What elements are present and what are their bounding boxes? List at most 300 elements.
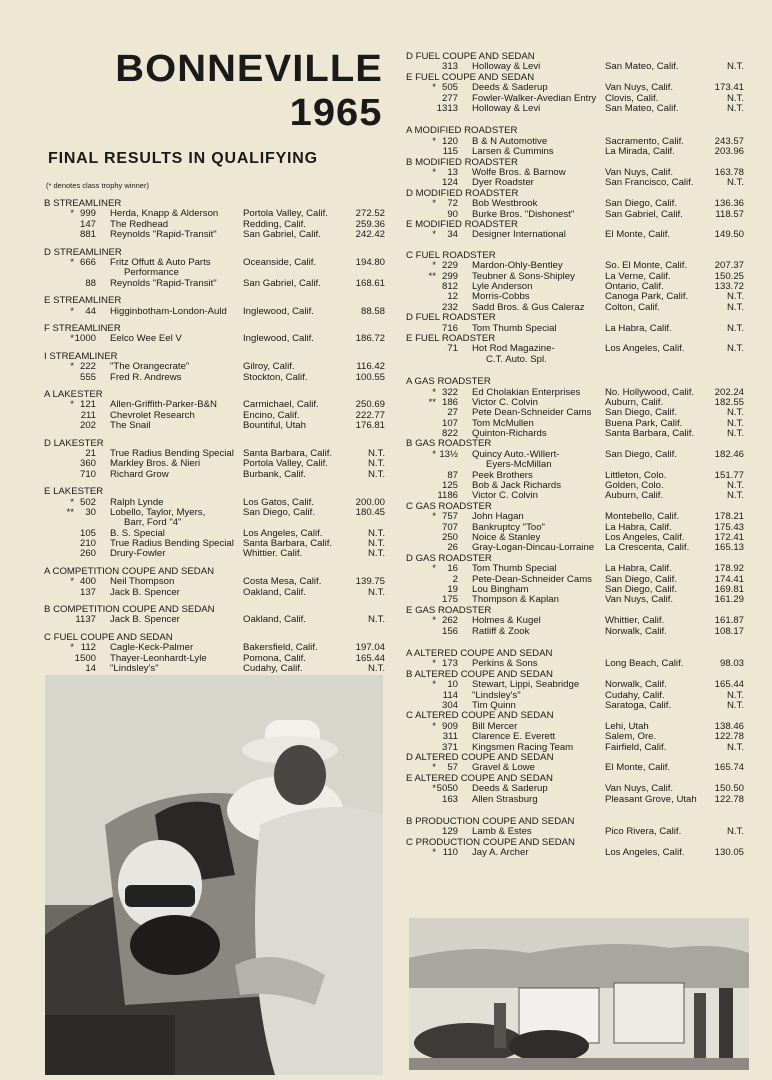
hometown: Van Nuys, Calif. [605, 82, 674, 94]
car-number: 371 [441, 741, 458, 753]
hometown: Saratoga, Calif. [605, 699, 672, 711]
hometown: Portola Valley, Calif. [243, 458, 328, 470]
speed-mph: N.T. [726, 417, 744, 429]
class-title: A ALTERED COUPE AND SEDAN [406, 647, 553, 659]
speed-mph: N.T. [367, 538, 385, 550]
speed-mph: N.T. [726, 291, 744, 303]
speed-mph: 138.46 [714, 720, 744, 732]
car-number: 114 [442, 689, 458, 701]
trophy-mark: * [432, 448, 436, 460]
class-title: D MODIFIED ROADSTER [406, 187, 519, 199]
class-title: E GAS ROADSTER [406, 604, 492, 616]
hometown: Lehi, Utah [605, 720, 649, 732]
results-section [406, 251, 748, 313]
speed-mph: 182.55 [714, 396, 744, 408]
trophy-mark: * [432, 783, 436, 795]
entrant-name: Victor C. Colvin [472, 490, 538, 502]
entrant-name: Reynolds "Rapid-Transit" [110, 277, 217, 289]
hometown: Van Nuys, Calif. [605, 783, 674, 795]
car-number: 30 [85, 506, 96, 518]
entrant-name: Fowler-Walker-Avedian Entry [472, 92, 597, 104]
car-number: 1186 [437, 490, 458, 502]
speed-mph: 168.61 [355, 277, 385, 289]
class-title: C FUEL COUPE AND SEDAN [44, 631, 173, 643]
hometown: Santa Barbara, Calif. [243, 538, 333, 550]
results-section [44, 390, 389, 432]
speed-mph: 243.57 [714, 135, 744, 147]
page-subtitle: FINAL RESULTS IN QUALIFYING [48, 150, 318, 167]
car-number: 147 [79, 218, 96, 230]
entrant-name: Drury-Fowler [110, 548, 166, 560]
car-number: 262 [441, 615, 458, 627]
entrant-name: Dyer Roadster [472, 177, 534, 189]
class-title: E STREAMLINER [44, 295, 122, 307]
entrant-name: Tom Thumb Special [472, 322, 557, 334]
car-number: 710 [79, 468, 96, 480]
class-title: B MODIFIED ROADSTER [406, 156, 518, 168]
entrant-name: True Radius Bending Special [110, 538, 234, 550]
results-section [406, 817, 748, 838]
car-number: 1137 [75, 614, 96, 626]
car-number: 13 [447, 166, 458, 178]
speed-mph: 178.92 [714, 563, 744, 575]
results-section [44, 439, 389, 481]
hometown: Los Angeles, Calif. [605, 847, 685, 859]
trophy-mark: * [432, 260, 436, 272]
result-row [406, 732, 748, 742]
speed-mph: N.T. [726, 428, 744, 440]
trophy-mark: * [432, 229, 436, 241]
hometown: San Diego, Calif. [605, 573, 677, 585]
trophy-mark: * [432, 762, 436, 774]
speed-mph: 98.03 [719, 658, 744, 670]
trophy-mark: ** [428, 270, 436, 282]
speed-mph: N.T. [726, 741, 744, 753]
speed-mph: N.T. [367, 663, 385, 675]
result-row [406, 627, 748, 637]
speed-mph: 130.05 [714, 847, 744, 859]
car-number: 72 [447, 198, 458, 210]
speed-mph: N.T. [726, 407, 744, 419]
entrant-name: Lyle Anderson [472, 280, 533, 292]
speed-mph: N.T. [726, 92, 744, 104]
speed-mph: 122.78 [714, 793, 744, 805]
car-number: 707 [441, 521, 458, 533]
speed-mph: 122.78 [714, 731, 744, 743]
car-number: 277 [441, 92, 458, 104]
car-number: 90 [447, 208, 458, 220]
entrant-name: Burke Bros. "Dishonest" [472, 208, 575, 220]
entrant-name: Lobello, Taylor, Myers, [110, 506, 206, 518]
speed-mph: 136.36 [714, 198, 744, 210]
speed-mph: 139.75 [355, 576, 385, 588]
hometown: La Habra, Calif. [605, 563, 672, 575]
car-number: 125 [441, 480, 458, 492]
results-section [406, 220, 748, 241]
page-title-line-2: 1965 [290, 92, 383, 134]
speed-mph: 165.44 [714, 679, 744, 691]
entrant-name: Tom McMullen [472, 417, 534, 429]
car-number: 71 [447, 343, 458, 355]
speed-mph: 186.72 [355, 333, 385, 345]
trophy-mark: * [70, 361, 74, 373]
entrant-name: The Snail [110, 420, 151, 432]
speed-mph: 173.41 [714, 82, 744, 94]
result-row [406, 701, 748, 711]
speed-mph: 133.72 [714, 280, 744, 292]
speed-mph: 118.57 [715, 208, 744, 220]
hometown: Pleasant Grove, Utah [605, 793, 697, 805]
speed-mph: 200.00 [355, 496, 385, 508]
car-number: 909 [441, 720, 458, 732]
result-row [44, 664, 389, 674]
car-number: 555 [79, 371, 96, 383]
result-row [406, 848, 748, 858]
result-row [44, 362, 389, 372]
car-number: 313 [441, 61, 458, 73]
result-row [406, 62, 748, 72]
car-number: 115 [442, 146, 458, 158]
car-number: 107 [441, 417, 458, 429]
entrant-name: Bill Mercer [472, 720, 518, 732]
hometown: Golden, Colo. [605, 480, 664, 492]
car-number: 757 [441, 511, 458, 523]
hometown: Cudahy, Calif. [243, 663, 303, 675]
car-number: 202 [79, 420, 96, 432]
hometown: La Verne, Calif. [605, 270, 671, 282]
hometown: Clovis, Calif. [605, 92, 659, 104]
result-row [406, 784, 748, 794]
entrant-name-continued: Eyers-McMillan [486, 459, 552, 471]
speed-mph: 202.24 [714, 386, 744, 398]
hometown: Sacramento, Calif. [605, 135, 684, 147]
car-number: 250 [441, 532, 458, 544]
trophy-mark: * [432, 615, 436, 627]
trophy-note: (* denotes class trophy winner) [46, 181, 149, 190]
trophy-mark: * [432, 563, 436, 575]
speed-mph: 151.77 [714, 469, 744, 481]
car-number: 186 [441, 396, 458, 408]
trophy-mark: * [432, 511, 436, 523]
entrant-name: Morris-Cobbs [472, 291, 530, 303]
car-number: 210 [79, 538, 96, 550]
entrant-name: Gray-Logan-Dincau-Lorraine [472, 542, 595, 554]
hometown: El Monte, Calif. [605, 229, 671, 241]
hometown: Los Angeles, Calif. [605, 532, 685, 544]
hometown: Pomona, Calif. [243, 652, 306, 664]
class-title: E ALTERED COUPE AND SEDAN [406, 772, 553, 784]
class-title: D ALTERED COUPE AND SEDAN [406, 751, 554, 763]
speed-mph: 259.36 [355, 218, 385, 230]
hometown: Auburn, Calif. [605, 490, 664, 502]
entrant-name: Ed Cholakian Enterprises [472, 386, 581, 398]
results-section [406, 753, 748, 774]
entrant-name: B. S. Special [110, 527, 165, 539]
speed-mph: 149.50 [714, 229, 744, 241]
class-title: E MODIFIED ROADSTER [406, 218, 518, 230]
car-number: 222 [79, 361, 96, 373]
trophy-mark: * [70, 208, 74, 220]
car-number: 112 [80, 642, 96, 654]
speed-mph: 172.41 [714, 532, 744, 544]
trophy-mark: * [432, 720, 436, 732]
speed-mph: 174.41 [714, 573, 744, 585]
results-section [406, 52, 748, 73]
speed-mph: 242.42 [355, 229, 385, 241]
hometown: Costa Mesa, Calif. [243, 576, 322, 588]
result-row [406, 303, 748, 313]
results-section [44, 199, 389, 241]
car-number: 881 [79, 229, 96, 241]
entrant-name: Deeds & Saderup [472, 783, 548, 795]
car-number: 400 [79, 576, 96, 588]
hometown: San Gabriel, Calif. [605, 208, 683, 220]
entrant-name-continued: Barr, Ford "4" [124, 517, 182, 529]
hometown: Oakland, Calif. [243, 586, 306, 598]
hometown: Encino, Calif. [243, 409, 300, 421]
entrant-name: Markley Bros. & Nieri [110, 458, 201, 470]
entrant-name: Pete Dean-Schneider Cams [472, 407, 592, 419]
entrant-name: Bob & Jack Richards [472, 480, 562, 492]
speed-mph: 165.74 [714, 762, 744, 774]
hometown: San Mateo, Calif. [605, 61, 679, 73]
result-row [406, 659, 748, 669]
speed-mph: 176.81 [355, 420, 385, 432]
car-number: 34 [447, 229, 458, 241]
class-title: D LAKESTER [44, 437, 104, 449]
entrant-name: Gravel & Lowe [472, 762, 535, 774]
result-row [44, 334, 389, 344]
class-title: C FUEL ROADSTER [406, 249, 496, 261]
results-section [406, 377, 748, 439]
hometown: Fairfield, Calif. [605, 741, 667, 753]
speed-mph: N.T. [726, 177, 744, 189]
entrant-name: Wolfe Bros. & Barnow [472, 166, 566, 178]
result-row [406, 344, 748, 365]
results-section [406, 126, 748, 157]
entrant-name: Chevrolet Research [110, 409, 195, 421]
trophy-mark: * [70, 496, 74, 508]
entrant-name: Victor C. Colvin [472, 396, 538, 408]
hometown: Pico Rivera, Calif. [605, 826, 682, 838]
result-row [406, 763, 748, 773]
speed-mph: 169.81 [714, 583, 744, 595]
class-title: C PRODUCTION COUPE AND SEDAN [406, 836, 575, 848]
hometown: Santa Barbara, Calif. [243, 447, 333, 459]
car-number: 322 [441, 386, 458, 398]
results-section [44, 605, 389, 626]
trophy-mark: * [70, 576, 74, 588]
entrant-name: Hot Rod Magazine- [472, 343, 555, 355]
car-number: 304 [441, 699, 458, 711]
car-number: 121 [79, 399, 96, 411]
entrant-name: Eelco Wee Eel V [110, 333, 182, 345]
car-number: 173 [441, 658, 458, 670]
speed-mph: 250.69 [355, 399, 385, 411]
hometown: So. El Monte, Calif. [605, 260, 688, 272]
results-section [406, 158, 748, 189]
result-row [406, 680, 748, 690]
trophy-mark: * [70, 305, 74, 317]
hometown: San Diego, Calif. [605, 198, 677, 210]
result-row [406, 795, 748, 805]
entrant-name: Clarence E. Everett [472, 731, 556, 743]
speed-mph: 116.42 [356, 361, 385, 373]
car-number: 88 [85, 277, 96, 289]
speed-mph: 165.13 [714, 542, 744, 554]
trophy-mark: * [70, 333, 74, 345]
entrant-name: Perkins & Sons [472, 658, 538, 670]
hometown: Buena Park, Calif. [605, 417, 683, 429]
trophy-mark: * [432, 386, 436, 398]
speed-mph: 180.45 [355, 506, 385, 518]
hometown: Redding, Calif. [243, 218, 306, 230]
hometown: Inglewood, Calif. [243, 305, 314, 317]
speed-mph: 197.04 [355, 642, 385, 654]
result-row [44, 421, 389, 431]
hometown: San Gabriel, Calif. [243, 229, 321, 241]
class-title: D GAS ROADSTER [406, 552, 492, 564]
speed-mph: N.T. [367, 527, 385, 539]
result-row [406, 595, 748, 605]
car-number: 14 [85, 663, 96, 675]
car-number: 163 [441, 793, 458, 805]
results-section [406, 774, 748, 805]
speed-mph: N.T. [367, 614, 385, 626]
car-number: 505 [441, 82, 458, 94]
car-number: 27 [447, 407, 458, 419]
trophy-mark: * [70, 642, 74, 654]
hometown: Norwalk, Calif. [605, 679, 667, 691]
speed-mph: 150.25 [714, 270, 744, 282]
trophy-mark: * [432, 658, 436, 670]
results-column-left [44, 199, 389, 674]
result-row [406, 450, 748, 471]
car-number: 110 [442, 847, 458, 859]
hometown: Bakersfield, Calif. [243, 642, 318, 654]
entrant-name: John Hagan [472, 511, 524, 523]
result-row [406, 210, 748, 220]
entrant-name: Fritz Offutt & Auto Parts [110, 256, 211, 268]
class-title: A COMPETITION COUPE AND SEDAN [44, 565, 215, 577]
trophy-mark: * [432, 679, 436, 691]
result-row [44, 373, 389, 383]
results-section [406, 670, 748, 712]
car-number: 716 [441, 322, 458, 334]
car-number: 360 [79, 458, 96, 470]
entrant-name: B & N Automotive [472, 135, 548, 147]
entrant-name: Allen Strasburg [472, 793, 538, 805]
hometown: Oceanside, Calif. [243, 256, 317, 268]
car-number: 2 [452, 573, 458, 585]
results-section [406, 439, 748, 501]
hometown: Carmichael, Calif. [243, 399, 319, 411]
car-number: 211 [80, 409, 96, 421]
class-title: D FUEL COUPE AND SEDAN [406, 51, 535, 62]
entrant-name: Richard Grow [110, 468, 169, 480]
speed-mph: 163.78 [714, 166, 744, 178]
photo-pit-illustration [409, 918, 749, 1070]
speed-mph: N.T. [726, 480, 744, 492]
entrant-name: Tom Thumb Special [472, 563, 557, 575]
speed-mph: N.T. [367, 447, 385, 459]
entrant-name: Higginbotham-London-Auld [110, 305, 227, 317]
results-section [406, 313, 748, 334]
entrant-name: Neil Thompson [110, 576, 175, 588]
entrant-name: Sadd Bros. & Gus Caleraz [472, 301, 585, 313]
speed-mph: N.T. [367, 548, 385, 560]
entrant-name: Bankruptcy "Too" [472, 521, 545, 533]
result-row [44, 230, 389, 240]
result-row [406, 324, 748, 334]
speed-mph: N.T. [726, 61, 744, 73]
entrant-name: Herda, Knapp & Alderson [110, 208, 219, 220]
result-row [406, 147, 748, 157]
entrant-name: Quinton-Richards [472, 428, 547, 440]
car-number: 999 [79, 208, 96, 220]
trophy-mark: * [432, 166, 436, 178]
hometown: No. Hollywood, Calif. [605, 386, 695, 398]
speed-mph: N.T. [726, 689, 744, 701]
entrant-name: True Radius Bending Special [110, 447, 234, 459]
class-title: C GAS ROADSTER [406, 500, 492, 512]
car-number: 57 [447, 762, 458, 774]
hometown: San Diego, Calif. [605, 583, 677, 595]
car-number: 299 [441, 270, 458, 282]
hometown: La Crescenta, Calif. [605, 542, 690, 554]
result-row [406, 543, 748, 553]
entrant-name: Reynolds "Rapid-Transit" [110, 229, 217, 241]
entrant-name: Lou Bingham [472, 583, 529, 595]
photo-driver-in-car [45, 675, 383, 1075]
trophy-mark: ** [66, 506, 74, 518]
speed-mph: N.T. [726, 102, 744, 114]
speed-mph: 194.80 [355, 256, 385, 268]
hometown: Van Nuys, Calif. [605, 594, 674, 606]
entrant-name: Ralph Lynde [110, 496, 164, 508]
speed-mph: 161.87 [714, 615, 744, 627]
result-row [406, 178, 748, 188]
car-number: 812 [441, 280, 458, 292]
results-section [44, 248, 389, 290]
entrant-name: Cagle-Keck-Palmer [110, 642, 194, 654]
results-section [406, 554, 748, 606]
speed-mph: 272.52 [355, 208, 385, 220]
speed-mph: N.T. [726, 826, 744, 838]
hometown: La Mirada, Calif. [605, 146, 675, 158]
entrant-name: Pete-Dean-Schneider Cams [472, 573, 592, 585]
hometown: El Monte, Calif. [605, 762, 671, 774]
entrant-name: Holloway & Levi [472, 61, 541, 73]
result-row [44, 279, 389, 289]
entrant-name: Jack B. Spencer [110, 586, 180, 598]
hometown: Burbank, Calif. [243, 468, 306, 480]
result-row [44, 549, 389, 559]
class-title: D FUEL ROADSTER [406, 312, 496, 324]
result-row [406, 199, 748, 209]
car-number: 44 [85, 305, 96, 317]
car-number: 229 [441, 260, 458, 272]
results-section [406, 649, 748, 670]
results-section [44, 633, 389, 675]
class-title: F STREAMLINER [44, 322, 121, 334]
hometown: Los Angeles, Calif. [605, 343, 685, 355]
hometown: La Habra, Calif. [605, 322, 672, 334]
class-title: A MODIFIED ROADSTER [406, 125, 518, 137]
photo-driver-illustration [45, 675, 383, 1075]
entrant-name-continued: Performance [124, 267, 179, 279]
entrant-name: Kingsmen Racing Team [472, 741, 574, 753]
